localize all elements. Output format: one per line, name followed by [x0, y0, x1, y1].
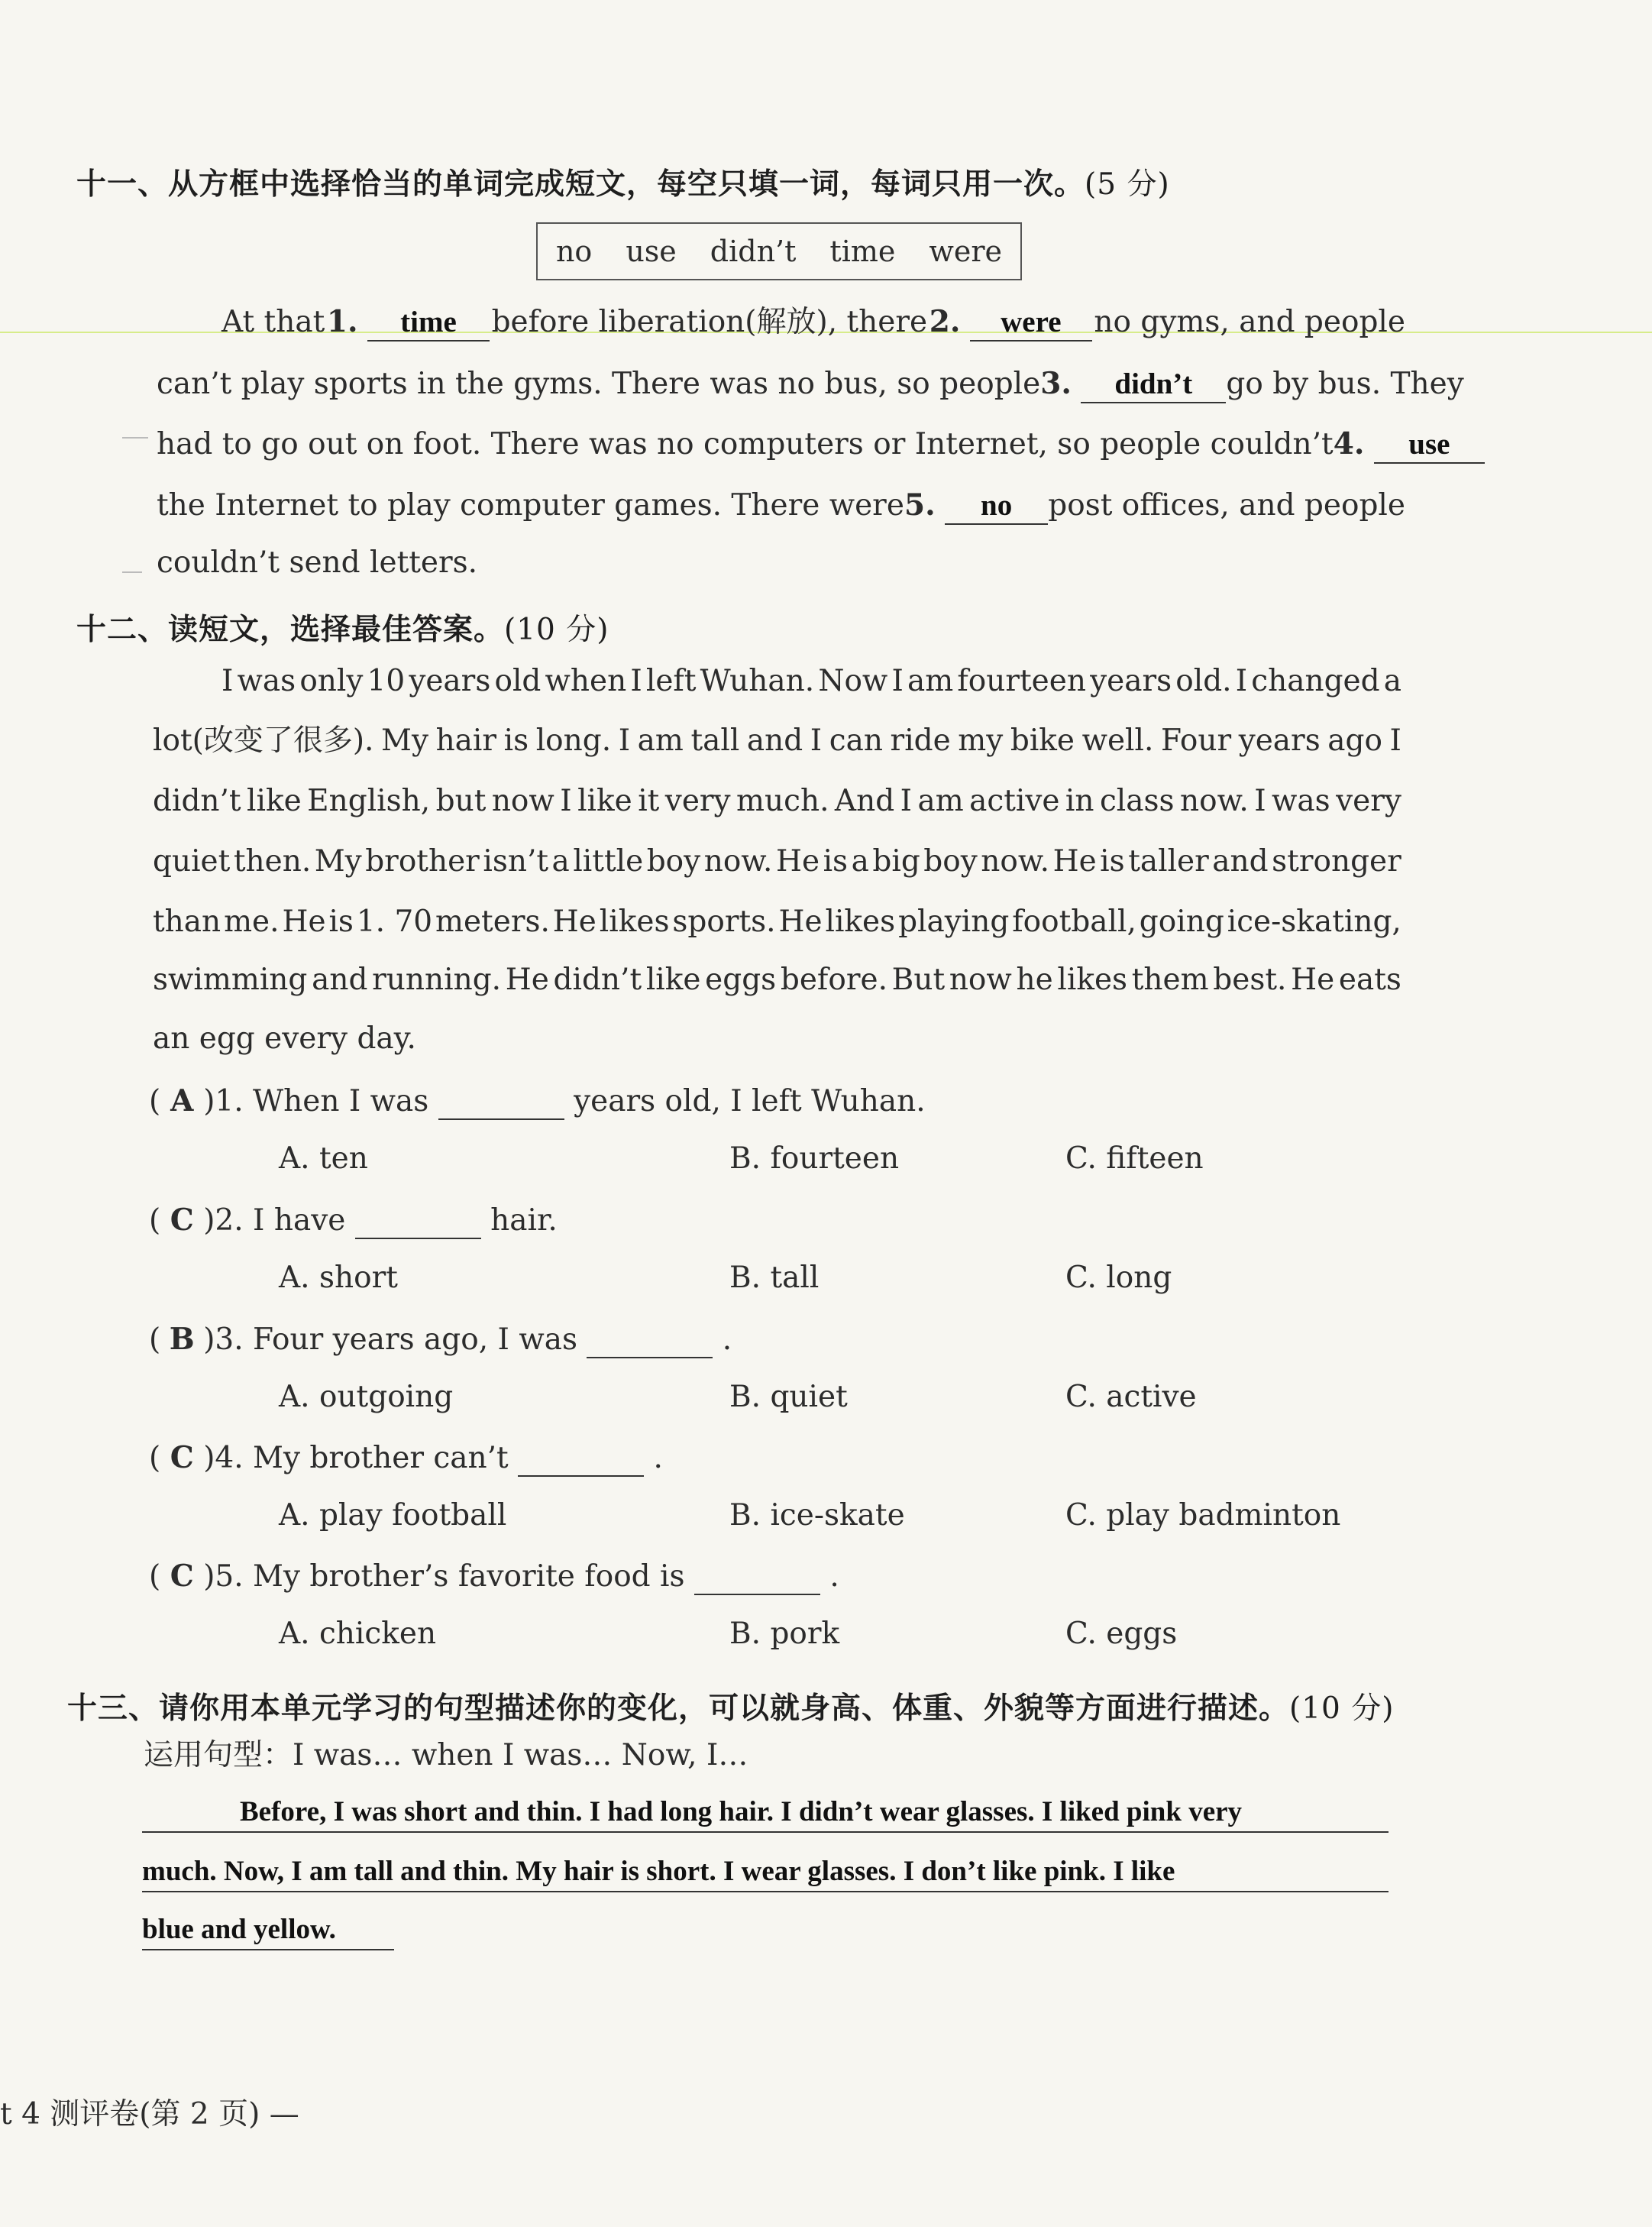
passage-word: long.	[535, 723, 612, 758]
passage-word: now.	[703, 844, 773, 879]
cloze-text: post offices, and people	[1048, 488, 1405, 523]
question-stem: )2. I have	[203, 1203, 346, 1238]
cloze-text: can’t play sports in the gyms. There was no bus, so people	[157, 367, 1041, 401]
passage-word: can	[829, 723, 883, 758]
passage-word: me.	[224, 905, 280, 939]
passage-word: was	[1272, 784, 1330, 818]
passage-word: playing	[898, 905, 1010, 939]
passage-word: I	[810, 723, 823, 758]
option-b: B. quiet	[729, 1380, 848, 1414]
paren-open: (	[149, 1441, 161, 1475]
passage-word: now	[949, 963, 1012, 997]
question-stem-end: .	[722, 1322, 732, 1357]
passage-word: 10	[367, 664, 406, 698]
passage-word: eggs	[705, 963, 777, 997]
passage-word: my	[958, 723, 1004, 758]
passage-word: I	[891, 664, 904, 698]
passage-word: He	[778, 905, 823, 939]
passage-word: running.	[372, 963, 502, 997]
passage-word: best.	[1213, 963, 1287, 997]
passage-word: then.	[233, 844, 312, 879]
passage-word: but	[435, 784, 487, 818]
passage-word: them	[1131, 963, 1209, 997]
cloze-text: had to go out on foot. There was no computers or Internet, so people couldn’t	[157, 427, 1334, 461]
passage-word: I	[1235, 664, 1248, 698]
word-bank-item: time	[829, 235, 896, 268]
section-13-title-text: 十三、请你用本单元学习的句型描述你的变化，可以就身高、体重、外貌等方面进行描述。	[67, 1691, 1290, 1726]
question-stem: )1. When I was	[203, 1084, 429, 1118]
passage-word: He	[282, 905, 326, 939]
passage-word: when	[545, 664, 627, 698]
cloze-line-4	[157, 487, 1405, 525]
passage-line: an egg every day.	[153, 1021, 416, 1056]
passage-word: quiet	[153, 844, 231, 879]
passage-word: likes	[825, 905, 896, 939]
passage-word: ice-skating,	[1227, 905, 1401, 939]
passage-word: before.	[780, 963, 887, 997]
passage-line	[153, 786, 1401, 816]
sentence-pattern: 运用句型：I was… when I was… Now, I…	[144, 1738, 748, 1772]
page-footer: t 4 测评卷(第 2 页) —	[0, 2097, 299, 2132]
section-13-points: (10 分)	[1289, 1691, 1395, 1726]
cloze-line-5: couldn’t send letters.	[157, 545, 478, 580]
essay-line-2: much. Now, I am tall and thin. My hair is short. I wear glasses. I don’t like pink. I like	[142, 1855, 1389, 1892]
passage-word: a	[851, 844, 869, 879]
passage-word: He	[1291, 963, 1335, 997]
passage-word: meters.	[435, 905, 550, 939]
passage-word: bike	[1010, 723, 1075, 758]
passage-word: I	[630, 664, 642, 698]
answer-choice: C	[170, 1559, 194, 1594]
passage-word: big	[872, 844, 920, 879]
passage-word: was	[237, 664, 296, 698]
passage-word: now	[491, 784, 554, 818]
passage-word: years	[409, 664, 491, 698]
section-12-title-text: 十二、读短文，选择最佳答案。	[76, 613, 505, 647]
passage-word: he	[1016, 963, 1053, 997]
option-b: B. fourteen	[729, 1141, 900, 1176]
passage-word: is	[823, 844, 849, 879]
question-stem-end: .	[829, 1559, 839, 1594]
passage-word: boy	[923, 844, 978, 879]
blank-number: 2.	[929, 304, 961, 339]
passage-word: going	[1139, 905, 1224, 939]
cloze-line-2	[157, 366, 1464, 403]
question-1	[149, 1083, 926, 1120]
passage-word: ago	[1327, 723, 1382, 758]
passage-word: is	[328, 905, 354, 939]
cloze-text: At that	[221, 305, 325, 339]
passage-word: swimming	[153, 963, 308, 997]
passage-word: am	[907, 664, 954, 698]
paren-open: (	[149, 1203, 161, 1238]
cloze-line-3	[157, 426, 1450, 464]
answer-blank-1: time	[367, 307, 490, 341]
question-stem: )3. Four years ago, I was	[203, 1322, 577, 1357]
passage-word: years	[1090, 664, 1172, 698]
word-bank-box	[536, 222, 1022, 280]
passage-word: isn’t	[483, 844, 549, 879]
question-5	[149, 1559, 839, 1595]
passage-word: like	[247, 784, 302, 818]
passage-word: is	[1100, 844, 1125, 879]
option-c: C. long	[1065, 1261, 1172, 1295]
passage-word: I	[1254, 784, 1266, 818]
passage-word: stronger	[1272, 844, 1401, 879]
passage-word: years	[1238, 723, 1321, 758]
question-stem-end: years old, I left Wuhan.	[574, 1084, 926, 1118]
passage-line	[153, 723, 1401, 758]
option-a: A. chicken	[279, 1617, 437, 1651]
answer-choice: B	[169, 1322, 195, 1357]
passage-word: old.	[1175, 664, 1232, 698]
cloze-text: the Internet to play computer games. There were	[157, 488, 904, 523]
passage-word: in	[1065, 784, 1094, 818]
passage-word: old	[494, 664, 542, 698]
passage-word: English,	[307, 784, 431, 818]
question-stem-end: .	[653, 1441, 663, 1475]
passage-word: Wuhan.	[700, 664, 815, 698]
passage-word: eats	[1338, 963, 1401, 997]
answer-blank-5: no	[945, 490, 1048, 525]
passage-word: didn’t	[153, 784, 241, 818]
passage-word: very	[1336, 784, 1401, 818]
passage-word: Four	[1160, 723, 1232, 758]
passage-word: boy	[646, 844, 701, 879]
passage-word: But	[891, 963, 946, 997]
passage-word: and	[746, 723, 803, 758]
essay-line-3: blue and yellow.	[142, 1913, 394, 1950]
question-blank	[587, 1322, 713, 1358]
passage-word: little	[573, 844, 644, 879]
paren-open: (	[149, 1084, 161, 1118]
question-blank	[438, 1084, 564, 1120]
passage-word: like	[577, 784, 632, 818]
answer-blank-2: were	[970, 307, 1092, 341]
passage-word: left	[645, 664, 697, 698]
scan-mark	[122, 571, 142, 573]
passage-word: didn’t	[553, 963, 642, 997]
option-b: B. pork	[729, 1617, 840, 1651]
passage-word: I	[221, 664, 234, 698]
option-a: A. outgoing	[279, 1380, 454, 1414]
cloze-line-1	[221, 304, 1405, 341]
option-c: C. play badminton	[1065, 1498, 1341, 1533]
passage-line	[153, 907, 1401, 937]
blank-number: 5.	[904, 487, 936, 523]
passage-word: a	[1383, 664, 1401, 698]
option-c: C. eggs	[1065, 1617, 1178, 1651]
passage-word: And	[834, 784, 895, 818]
paren-open: (	[149, 1559, 161, 1594]
passage-word: class	[1099, 784, 1175, 818]
blank-number: 3.	[1040, 366, 1072, 401]
passage-word: 1. 70	[356, 905, 433, 939]
option-b: B. tall	[729, 1261, 820, 1295]
passage-line	[221, 666, 1401, 696]
option-a: A. play football	[279, 1498, 507, 1533]
passage-word: is	[503, 723, 529, 758]
passage-word: am	[637, 723, 684, 758]
passage-word: I	[1389, 723, 1401, 758]
cloze-text: before liberation(解放), there	[491, 305, 928, 339]
passage-word: He	[1052, 844, 1097, 879]
passage-word: very	[664, 784, 731, 818]
passage-word: sports.	[672, 905, 776, 939]
question-4	[149, 1440, 663, 1477]
essay-line-1: Before, I was short and thin. I had long hair. I didn’t wear glasses. I liked pink very	[142, 1795, 1389, 1833]
passage-word: tall	[690, 723, 740, 758]
option-a: A. ten	[279, 1141, 368, 1176]
question-blank	[694, 1559, 820, 1595]
passage-word: hair	[435, 723, 497, 758]
option-b: B. ice-skate	[729, 1498, 905, 1533]
passage-word: fourteen	[957, 664, 1086, 698]
paren-open: (	[149, 1322, 161, 1357]
passage-word: likes	[1057, 963, 1128, 997]
passage-word: My	[314, 844, 362, 879]
section-11-title-text: 十一、从方框中选择恰当的单词完成短文，每空只填一词，每词只用一次。	[76, 167, 1085, 202]
passage-word: and	[1212, 844, 1269, 879]
option-c: C. fifteen	[1065, 1141, 1204, 1176]
passage-word: like	[645, 963, 701, 997]
answer-choice: C	[170, 1440, 194, 1475]
option-c: C. active	[1065, 1380, 1197, 1414]
passage-word: I	[560, 784, 572, 818]
word-bank-item: didn’t	[710, 235, 797, 268]
answer-choice: A	[170, 1083, 194, 1118]
section-12-title	[76, 606, 609, 649]
passage-word: I	[900, 784, 913, 818]
answer-blank-3: didn’t	[1081, 369, 1226, 403]
passage-word: changed	[1251, 664, 1380, 698]
option-a: A. short	[279, 1261, 398, 1295]
question-blank	[518, 1441, 644, 1477]
answer-blank-4: use	[1374, 429, 1485, 464]
question-2	[149, 1203, 558, 1239]
passage-word: football,	[1012, 905, 1136, 939]
question-stem-end: hair.	[490, 1203, 558, 1238]
passage-word: taller	[1128, 844, 1209, 879]
section-11-title	[76, 160, 1170, 203]
passage-word: well.	[1081, 723, 1154, 758]
passage-word: am	[917, 784, 964, 818]
passage-word: My	[381, 723, 428, 758]
passage-line	[153, 965, 1401, 995]
question-3	[149, 1322, 732, 1358]
answer-choice: C	[170, 1203, 194, 1238]
passage-word: now.	[981, 844, 1050, 879]
passage-word: much.	[736, 784, 829, 818]
section-12-points: (10 分)	[504, 613, 609, 647]
section-11-points: (5 分)	[1085, 167, 1170, 202]
passage-word: only	[299, 664, 364, 698]
passage-word: brother	[365, 844, 480, 879]
scan-mark	[122, 437, 148, 439]
passage-word: a	[551, 844, 570, 879]
question-blank	[355, 1203, 481, 1239]
passage-word: likes	[599, 905, 670, 939]
question-stem: )4. My brother can’t	[203, 1441, 509, 1475]
passage-word: He	[775, 844, 820, 879]
section-13-title	[67, 1685, 1394, 1727]
passage-word: than	[153, 905, 221, 939]
word-bank-item: were	[929, 235, 1003, 268]
blank-number: 1.	[326, 304, 358, 339]
passage-word: and	[312, 963, 368, 997]
passage-word: He	[552, 905, 596, 939]
passage-word: I	[618, 723, 631, 758]
passage-line	[153, 844, 1401, 879]
passage-word: ride	[890, 723, 951, 758]
blank-number: 4.	[1333, 426, 1365, 461]
passage-word: active	[969, 784, 1060, 818]
question-stem: )5. My brother’s favorite food is	[203, 1559, 685, 1594]
cloze-text: go by bus. They	[1226, 367, 1464, 401]
word-bank-item: use	[626, 235, 677, 268]
cloze-text: no gyms, and people	[1094, 305, 1405, 339]
word-bank-item: no	[555, 235, 593, 268]
passage-word: He	[505, 963, 549, 997]
passage-word: lot(改变了很多).	[153, 723, 374, 758]
passage-word: now.	[1180, 784, 1249, 818]
passage-word: Now	[818, 664, 888, 698]
passage-word: it	[638, 784, 660, 818]
